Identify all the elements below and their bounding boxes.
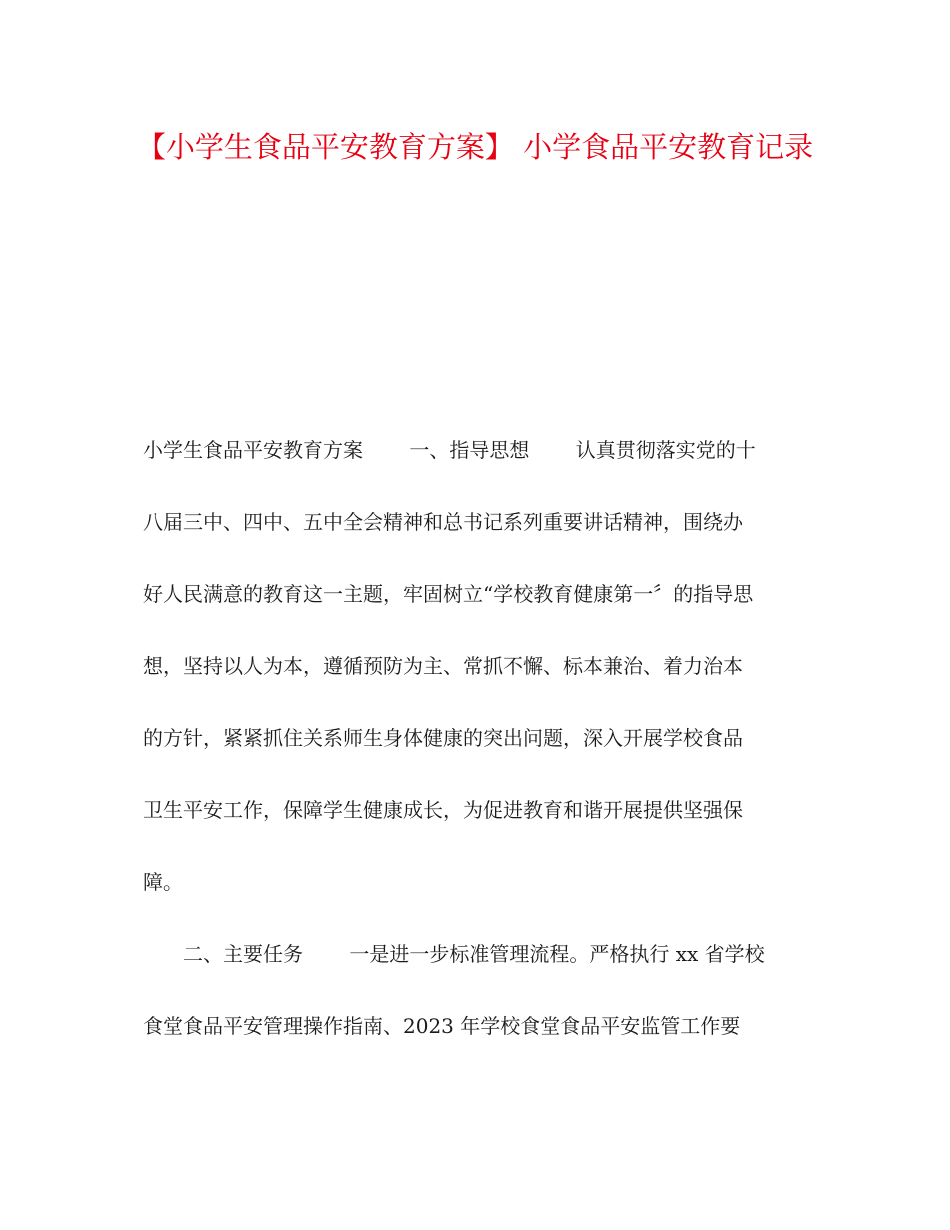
document-body <box>143 414 823 1062</box>
body-line: 的方针，紧紧抓住关系师生身体健康的突出问题，深入开展学校食品 <box>143 726 743 750</box>
body-line: 小学生食品平安教育方案 一、指导思想 认真贯彻落实党的十 <box>143 438 756 462</box>
body-line: 好人民满意的教育这一主题，牢固树立“学校教育健康第一〞的指导思 <box>143 582 754 606</box>
body-line: 卫生平安工作，保障学生健康成长，为促进教育和谐开展提供坚强保 <box>143 798 743 822</box>
body-line: 想，坚持以人为本，遵循预防为主、常抓不懈、标本兼治、着力治本 <box>143 654 743 678</box>
document-title: 【小学生食品平安教育方案】 小学食品平安教育记录 <box>136 130 814 164</box>
body-line: 障。 <box>143 870 183 894</box>
body-line: 二、主要任务 一是进一步标准管理流程。严格执行 xx 省学校 <box>143 942 765 966</box>
body-line: 八届三中、四中、五中全会精神和总书记系列重要讲话精神，围绕办 <box>143 510 743 534</box>
body-line: 食堂食品平安管理操作指南、2023 年学校食堂食品平安监管工作要 <box>143 1014 741 1038</box>
